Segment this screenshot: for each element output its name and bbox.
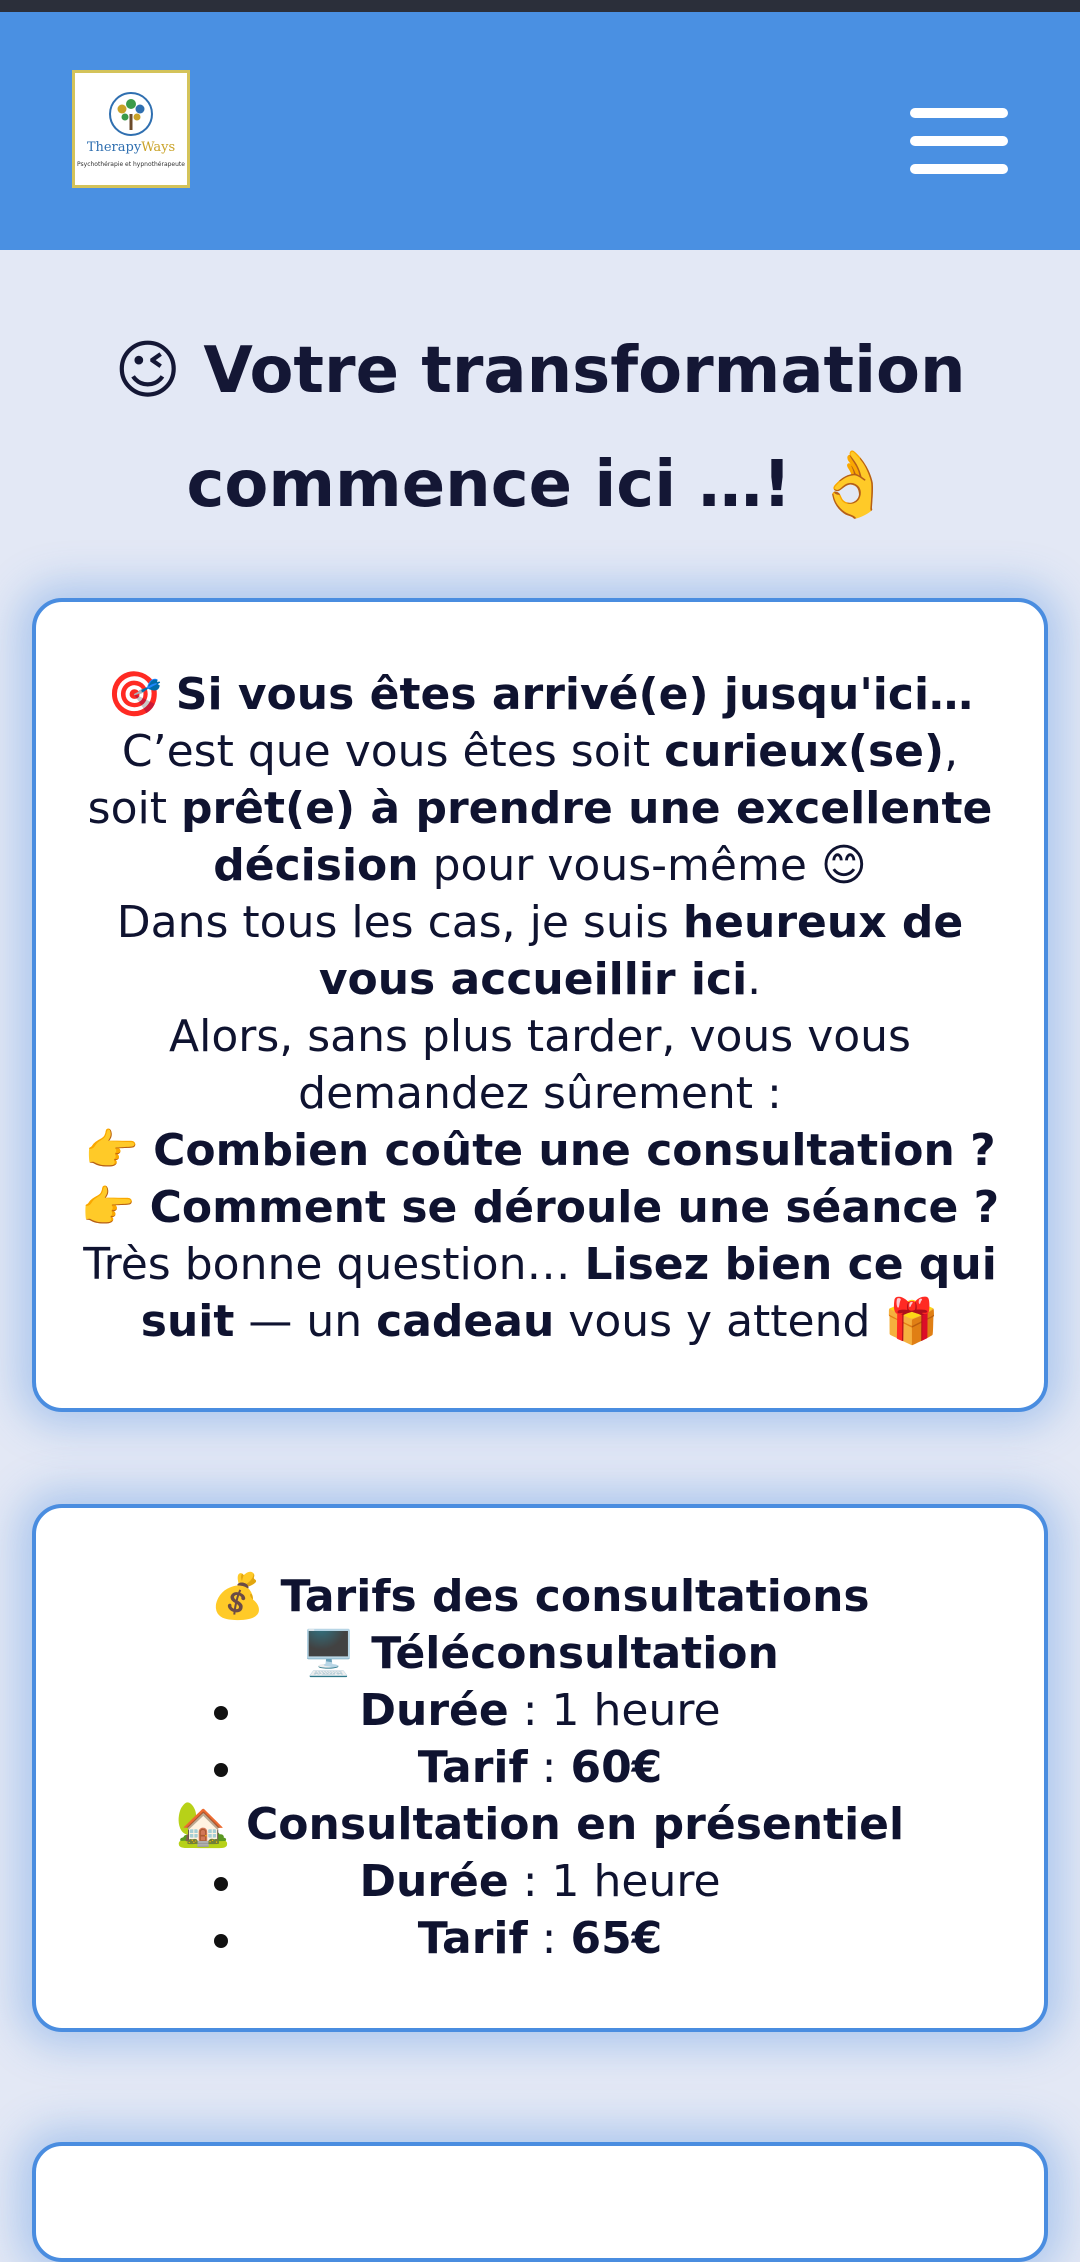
tree-logo-icon [105,90,157,138]
list-item: Durée : 1 heure [66,1853,1014,1910]
logo-title: TherapyWays [86,140,176,155]
intro-line-5: Alors, sans plus tarder, vous vous demandez sûrement : [169,1011,911,1119]
question-price: 👉 Combien coûte une consultation ? [84,1125,996,1176]
gift-icon: 🎁 [884,1296,940,1347]
status-bar-edge [0,0,1080,12]
hamburger-menu-icon[interactable] [910,108,1008,174]
intro-line-4: Dans tous les cas, je suis heureux de vous accueillir ici. [116,897,964,1005]
menu-bar [910,108,1008,118]
intro-line-2: C’est que vous êtes soit curieux(se), [121,726,959,777]
hero-title [40,314,1040,542]
intro-line-6: Très bonne question… Lisez bien ce qui suit — un cadeau vous y attend 🎁 [83,1239,997,1347]
site-header [0,12,1080,250]
site-logo[interactable] [72,70,190,188]
ok-hand-icon: 👌 [813,448,894,522]
intro-line-1: 🎯 Si vous êtes arrivé(e) jusqu'ici… [106,669,974,720]
menu-bar [910,164,1008,174]
bullet [214,1706,228,1720]
teleconsultation-list [66,1682,1014,1796]
pricing-title: 💰 Tarifs des consultations [210,1571,870,1622]
intro-line-3: soit prêt(e) à prendre une excellente décision pour vous-même 😊 [87,783,993,891]
presentiel-list [66,1853,1014,1967]
target-icon: 🎯 [106,669,162,720]
logo-tagline: Psychothérapie et hypnothérapeute [77,161,185,168]
pointing-hand-icon: 👉 [80,1182,136,1233]
money-bag-icon: 💰 [210,1571,266,1622]
list-item: Tarif : 65€ [66,1910,1014,1967]
pricing-card [32,1504,1048,2032]
intro-card [32,598,1048,1412]
hero-text: Votre transformation commence ici …! [186,334,966,522]
question-session: 👉 Comment se déroule une séance ? [80,1182,1000,1233]
menu-bar [910,136,1008,146]
bullet [214,1763,228,1777]
computer-icon: 🖥️ [301,1628,356,1679]
list-item: Tarif : 60€ [66,1739,1014,1796]
presentiel-heading: 🏡 Consultation en présentiel [175,1799,905,1850]
smiling-face-icon: 😊 [820,840,867,891]
winking-face-icon: 😉 [114,334,182,408]
list-item: Durée : 1 heure [66,1682,1014,1739]
bullet [214,1877,228,1891]
next-card [32,2142,1048,2262]
teleconsultation-heading: 🖥️ Téléconsultation [301,1628,779,1679]
house-icon: 🏡 [175,1799,231,1850]
bullet [214,1934,228,1948]
pointing-hand-icon: 👉 [84,1125,140,1176]
